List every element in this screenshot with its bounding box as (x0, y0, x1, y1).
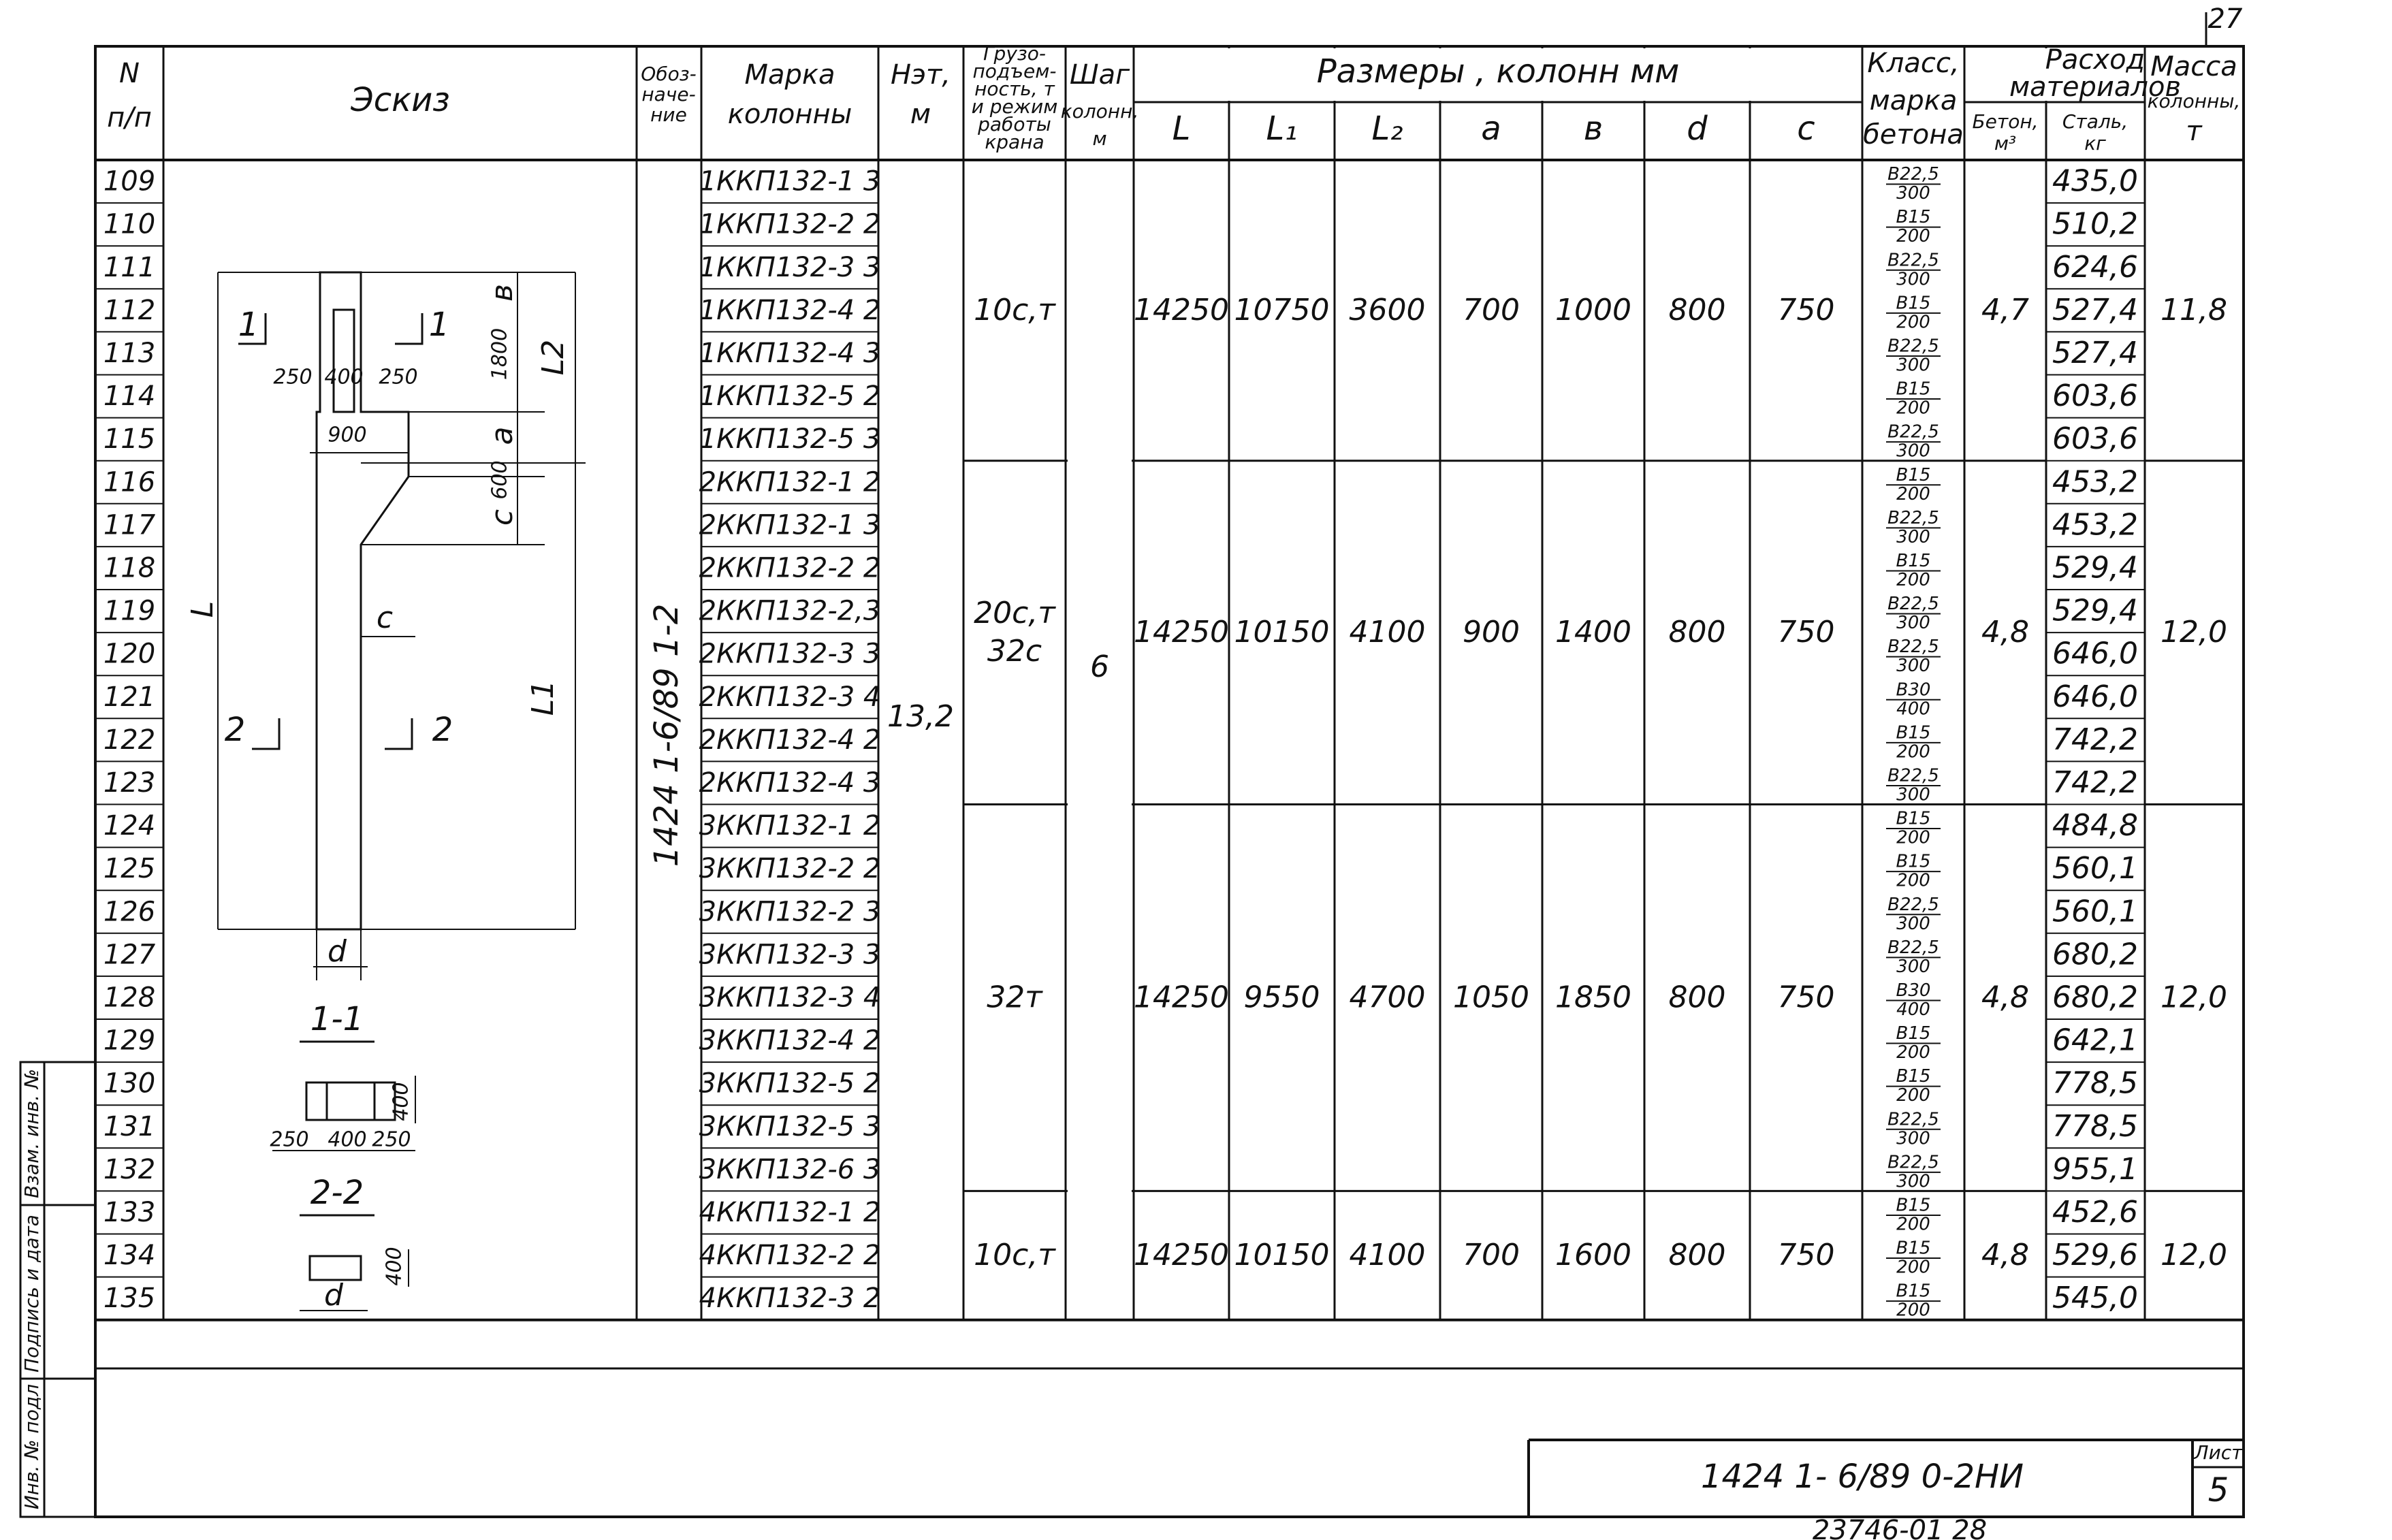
dim-400: 400 (324, 365, 364, 389)
steel-value: 680,2 (2052, 937, 2138, 972)
concrete-volume: 4,8 (1981, 1238, 2029, 1273)
crane-capacity: 32т (987, 980, 1042, 1015)
header-num-sub: п/п (107, 102, 152, 133)
column-mark: 3ККП132-5 2 (699, 1068, 881, 1100)
column-mark: 2ККП132-4 3 (699, 767, 881, 799)
column-mark: 2ККП132-4 2 (699, 724, 881, 756)
steel-value: 642,1 (2052, 1023, 2138, 1058)
column-mass: 12,0 (2160, 980, 2227, 1015)
dim-a: 700 (1463, 1238, 1520, 1273)
column-mark: 4ККП132-1 2 (699, 1196, 881, 1228)
steel-value: 603,6 (2052, 421, 2138, 457)
column-mark: 1ККП132-5 2 (699, 381, 881, 413)
concrete-class-num: B15 (1896, 1023, 1931, 1044)
column-mark: 3ККП132-5 3 (699, 1110, 881, 1142)
concrete-class-num: B22,5 (1887, 594, 1939, 615)
concrete-class-num: B22,5 (1887, 336, 1939, 357)
header-crane-1: Грузо- (983, 42, 1047, 65)
concrete-class-den: 200 (1896, 398, 1930, 419)
header-vol-2: м³ (1994, 132, 2017, 155)
column-opening (334, 310, 354, 412)
row-number: 130 (103, 1068, 156, 1100)
dim-L2: 4100 (1349, 1238, 1426, 1273)
concrete-class-den: 300 (1896, 183, 1930, 204)
column-mark: 2ККП132-3 4 (699, 681, 881, 713)
column-mark: 3ККП132-1 2 (699, 810, 881, 842)
section-1-1-400: 400 (389, 1082, 413, 1121)
dim-L1: 10750 (1234, 292, 1330, 327)
footer-code: 23746-01 28 (1812, 1515, 1988, 1540)
header-dim-1: L₁ (1266, 110, 1298, 148)
row-number: 115 (103, 423, 156, 455)
crane-capacity: 10с,т (974, 1238, 1055, 1273)
header-mark-1: Марка (744, 59, 835, 91)
row-number: 121 (103, 681, 156, 713)
table-text (20, 3, 2243, 1540)
header-step-3: м (1092, 127, 1107, 150)
concrete-class-den: 300 (1896, 269, 1930, 290)
row-number: 122 (103, 724, 156, 756)
stamp-inv-original: Инв. № подл (20, 1383, 43, 1510)
dim-d: 800 (1668, 615, 1726, 650)
dim-L2: 4100 (1349, 615, 1426, 650)
header-dim-3: a (1481, 110, 1501, 148)
header-vol-1: Бетон, (1972, 110, 2039, 133)
section-2-2-title: 2-2 (310, 1174, 364, 1212)
dim-b: 1600 (1555, 1238, 1631, 1273)
dim-a: 700 (1463, 292, 1520, 327)
section-1-1-title: 1-1 (310, 1000, 364, 1038)
header-class-3: бетона (1863, 119, 1964, 150)
section-label-2-right: 2 (432, 711, 453, 749)
step-value: 6 (1090, 649, 1109, 684)
header-designation-3: ние (650, 103, 687, 126)
column-mark: 4ККП132-2 2 (699, 1240, 881, 1272)
header-mat-2: материалов (2009, 71, 2182, 103)
steel-value: 545,0 (2052, 1281, 2138, 1316)
concrete-class-num: B15 (1896, 207, 1931, 228)
dim-c: 750 (1777, 292, 1835, 327)
header-step-2: колонн, (1060, 100, 1139, 123)
dim-label-L2: L2 (536, 339, 571, 376)
dim-c: 750 (1777, 980, 1835, 1015)
concrete-class-den: 200 (1896, 741, 1930, 763)
steel-value: 646,0 (2052, 679, 2138, 714)
concrete-class-den: 200 (1896, 1042, 1930, 1063)
dim-d: 800 (1668, 980, 1726, 1015)
concrete-class-num: B15 (1896, 1195, 1931, 1216)
steel-value: 435,0 (2052, 163, 2138, 199)
header-class-1: Класс, (1867, 48, 1960, 79)
column-mark: 2ККП132-3 3 (699, 638, 881, 670)
steel-value: 452,6 (2052, 1194, 2138, 1230)
row-number: 123 (103, 767, 156, 799)
steel-value: 453,2 (2052, 464, 2138, 500)
steel-value: 680,2 (2052, 980, 2138, 1015)
sheet-number: 5 (2207, 1471, 2229, 1509)
section-mark-2-left (252, 718, 279, 749)
column-sketch (218, 272, 586, 1311)
column-mark: 2ККП132-1 3 (699, 509, 881, 541)
concrete-class-num: B22,5 (1887, 637, 1939, 658)
header-crane-3: ность, т (974, 78, 1055, 100)
steel-value: 778,5 (2052, 1065, 2138, 1101)
dim-L: 14250 (1134, 980, 1229, 1015)
concrete-class-num: B22,5 (1887, 507, 1939, 528)
row-number: 133 (103, 1196, 156, 1228)
section-label-2-left: 2 (224, 711, 246, 749)
row-number: 113 (103, 337, 156, 369)
concrete-class-den: 200 (1896, 870, 1930, 891)
concrete-class-den: 200 (1896, 312, 1930, 333)
header-designation-1: Обоз- (641, 63, 697, 85)
concrete-class-num: B15 (1896, 808, 1931, 829)
steel-value: 603,6 (2052, 379, 2138, 414)
header-dim-4: в (1583, 110, 1604, 148)
concrete-class-den: 300 (1896, 1171, 1930, 1192)
dim-label-L: L (185, 600, 220, 618)
concrete-class-den: 200 (1896, 827, 1930, 848)
row-number: 114 (103, 381, 156, 413)
concrete-class-num: B15 (1896, 293, 1931, 314)
concrete-class-num: B22,5 (1887, 250, 1939, 271)
dim-250: 250 (273, 365, 313, 389)
column-mark: 2ККП132-1 2 (699, 466, 881, 498)
dim-L1: 10150 (1234, 1238, 1330, 1273)
row-number: 110 (103, 208, 156, 240)
header-crane-6: крана (985, 131, 1044, 153)
dim-L2: 4700 (1349, 980, 1426, 1015)
concrete-class-den: 300 (1896, 613, 1930, 634)
concrete-class-num: B22,5 (1887, 894, 1939, 915)
header-mat-1: Расход (2045, 44, 2146, 76)
column-mark: 3ККП132-3 4 (699, 982, 881, 1014)
column-mark: 1ККП132-4 2 (699, 294, 881, 326)
concrete-class-den: 300 (1896, 440, 1930, 462)
crane-capacity: 10с,т (974, 292, 1055, 327)
section-1-1-400b: 400 (328, 1127, 367, 1152)
concrete-volume: 4,8 (1981, 980, 2029, 1015)
row-number: 135 (103, 1283, 156, 1315)
concrete-class-num: B15 (1896, 464, 1931, 485)
concrete-class-den: 300 (1896, 656, 1930, 677)
steel-value: 955,1 (2052, 1151, 2138, 1187)
header-dim-0: L (1172, 110, 1191, 148)
dim-a: 1050 (1453, 980, 1529, 1015)
header-step-1: Шаг (1069, 59, 1130, 91)
row-number: 129 (103, 1025, 156, 1057)
column-mark: 3ККП132-2 2 (699, 853, 881, 885)
column-mass: 12,0 (2160, 1238, 2227, 1273)
steel-value: 453,2 (2052, 507, 2138, 543)
concrete-class-num: B15 (1896, 550, 1931, 571)
steel-value: 529,6 (2052, 1238, 2138, 1273)
column-mark: 1ККП132-1 3 (699, 165, 881, 197)
concrete-class-den: 200 (1896, 1214, 1930, 1235)
row-number: 127 (103, 939, 156, 971)
sheet-label: Лист (2194, 1441, 2243, 1464)
steel-value: 527,4 (2052, 292, 2138, 327)
dim-L1: 10150 (1234, 615, 1330, 650)
steel-value: 529,4 (2052, 593, 2138, 628)
section-2-2-shape (310, 1256, 361, 1280)
concrete-class-den: 300 (1896, 913, 1930, 934)
section-mark-2-right (385, 718, 412, 749)
header-crane-4: и режим (971, 95, 1058, 118)
concrete-class-num: B22,5 (1887, 765, 1939, 786)
steel-value: 484,8 (2052, 808, 2138, 844)
row-number: 116 (103, 466, 156, 498)
section-label-1-right: 1 (428, 306, 450, 344)
row-number: 120 (103, 638, 156, 670)
section-mark-1-right (395, 313, 422, 344)
concrete-class-den: 300 (1896, 355, 1930, 376)
stamp-signature-date: Подпись и дата (20, 1215, 43, 1373)
concrete-class-den: 200 (1896, 569, 1930, 590)
designation-value: 1424 1-6/89 1-2 (648, 603, 686, 867)
crane-capacity: 32с (987, 634, 1042, 669)
column-mass: 11,8 (2160, 292, 2227, 327)
row-number: 124 (103, 810, 156, 842)
dim-L1: 9550 (1243, 980, 1320, 1015)
dim-label-c: c (485, 509, 520, 526)
concrete-volume: 4,8 (1981, 615, 2029, 650)
column-mark: 3ККП132-4 2 (699, 1025, 881, 1057)
height-value: 13,2 (887, 699, 954, 734)
concrete-class-den: 300 (1896, 526, 1930, 547)
row-number: 125 (103, 853, 156, 885)
concrete-class-num: B22,5 (1887, 1109, 1939, 1130)
concrete-class-num: B15 (1896, 1066, 1931, 1087)
concrete-class-num: B30 (1896, 679, 1931, 701)
concrete-class-den: 300 (1896, 1128, 1930, 1149)
dim-d: 800 (1668, 1238, 1726, 1273)
dim-label-c-low: c (376, 600, 394, 635)
row-number: 111 (103, 251, 156, 283)
header-mass-3: т (2186, 116, 2202, 147)
row-number: 134 (103, 1240, 156, 1272)
header-mass-2: колонны, (2147, 90, 2241, 112)
steel-value: 527,4 (2052, 335, 2138, 370)
dim-label-d: d (328, 934, 347, 969)
row-number: 128 (103, 982, 156, 1014)
steel-value: 529,4 (2052, 550, 2138, 585)
header-mass-1: Масса (2150, 51, 2237, 82)
concrete-class-num: B22,5 (1887, 1152, 1939, 1173)
header-steel-2: кг (2084, 132, 2106, 155)
steel-value: 646,0 (2052, 636, 2138, 671)
column-mass: 12,0 (2160, 615, 2227, 650)
steel-value: 778,5 (2052, 1108, 2138, 1144)
column-mark: 1ККП132-3 3 (699, 251, 881, 283)
column-mark: 1ККП132-4 3 (699, 337, 881, 369)
section-1-1-shape (306, 1082, 395, 1120)
concrete-class-num: B15 (1896, 722, 1931, 743)
concrete-class-den: 300 (1896, 784, 1930, 805)
concrete-class-den: 200 (1896, 483, 1930, 504)
header-dim-2: L₂ (1371, 110, 1403, 148)
corner-sheet-number: 27 (2207, 3, 2243, 35)
column-mark: 2ККП132-2,3 (699, 595, 881, 627)
header-crane-5: работы (978, 113, 1051, 135)
column-mark: 3ККП132-6 3 (699, 1153, 881, 1185)
dim-L2: 3600 (1349, 292, 1426, 327)
section-label-1-left: 1 (238, 306, 259, 344)
row-number: 131 (103, 1110, 156, 1142)
concrete-class-num: B30 (1896, 980, 1931, 1001)
row-number: 126 (103, 896, 156, 928)
concrete-class-num: B15 (1896, 851, 1931, 872)
header-height-1: Нэт, (890, 59, 951, 91)
steel-value: 742,2 (2052, 765, 2138, 800)
dim-b: 1400 (1555, 615, 1631, 650)
concrete-class-num: B22,5 (1887, 164, 1939, 185)
drawing-code: 1424 1- 6/89 0-2НИ (1701, 1458, 2024, 1496)
steel-value: 624,6 (2052, 249, 2138, 285)
concrete-class-den: 200 (1896, 1257, 1930, 1278)
header-mark-2: колонны (727, 99, 852, 130)
concrete-volume: 4,7 (1981, 292, 2029, 327)
steel-value: 560,1 (2052, 894, 2138, 929)
concrete-class-den: 400 (1896, 999, 1930, 1020)
header-sketch: Эскиз (351, 81, 450, 119)
row-number: 119 (103, 595, 156, 627)
dim-c: 750 (1777, 1238, 1835, 1273)
dim-L: 14250 (1134, 1238, 1229, 1273)
dim-label-a: a (485, 426, 520, 445)
header-dim-5: d (1687, 110, 1708, 148)
column-mark: 3ККП132-2 3 (699, 896, 881, 928)
header-dim-6: c (1797, 110, 1815, 148)
dim-900: 900 (328, 423, 367, 447)
concrete-class-num: B22,5 (1887, 937, 1939, 958)
concrete-class-den: 200 (1896, 1085, 1930, 1106)
dim-L: 14250 (1134, 615, 1229, 650)
section-1-1-250b: 250 (372, 1127, 411, 1152)
row-number: 109 (103, 165, 156, 197)
dim-250b: 250 (379, 365, 418, 389)
concrete-class-num: B15 (1896, 379, 1931, 400)
column-mark: 2ККП132-2 2 (699, 552, 881, 584)
dim-600: 600 (488, 460, 512, 500)
dim-label-L1: L1 (526, 679, 560, 716)
column-mark: 4ККП132-3 2 (699, 1283, 881, 1315)
dim-L: 14250 (1134, 292, 1229, 327)
header-crane-2: подъем- (972, 60, 1057, 82)
row-number: 118 (103, 552, 156, 584)
header-height-2: м (910, 99, 931, 130)
row-number: 117 (103, 509, 156, 541)
dim-a: 900 (1463, 615, 1520, 650)
concrete-class-num: B15 (1896, 1238, 1931, 1259)
steel-value: 510,2 (2052, 206, 2138, 242)
concrete-class-num: B15 (1896, 1281, 1931, 1302)
steel-value: 742,2 (2052, 722, 2138, 757)
dim-d: 800 (1668, 292, 1726, 327)
concrete-class-den: 200 (1896, 226, 1930, 247)
header-steel-1: Сталь, (2062, 110, 2128, 133)
column-mark: 1ККП132-5 3 (699, 423, 881, 455)
concrete-class-num: B22,5 (1887, 421, 1939, 443)
crane-capacity: 20с,т (974, 596, 1055, 631)
concrete-class-den: 200 (1896, 1300, 1930, 1321)
section-2-2-d: d (324, 1278, 343, 1313)
section-1-1-250: 250 (270, 1127, 309, 1152)
row-number: 132 (103, 1153, 156, 1185)
column-mark: 3ККП132-3 3 (699, 939, 881, 971)
dim-label-b: в (485, 284, 520, 302)
section-2-2-400: 400 (382, 1247, 406, 1286)
row-number: 112 (103, 294, 156, 326)
concrete-class-den: 400 (1896, 699, 1930, 720)
concrete-class-den: 300 (1896, 956, 1930, 977)
dim-b: 1850 (1555, 980, 1631, 1015)
stamp-replacement-inv: Взам. инв. № (20, 1068, 43, 1199)
dim-b: 1000 (1555, 292, 1631, 327)
header-class-2: марка (1869, 85, 1958, 116)
steel-value: 560,1 (2052, 851, 2138, 886)
header-num: N (119, 58, 140, 89)
dim-c: 750 (1777, 615, 1835, 650)
header-dims: Размеры , колонн мм (1316, 52, 1680, 91)
column-mark: 1ККП132-2 2 (699, 208, 881, 240)
dim-1800: 1800 (488, 327, 512, 381)
header-designation-2: наче- (641, 83, 696, 106)
